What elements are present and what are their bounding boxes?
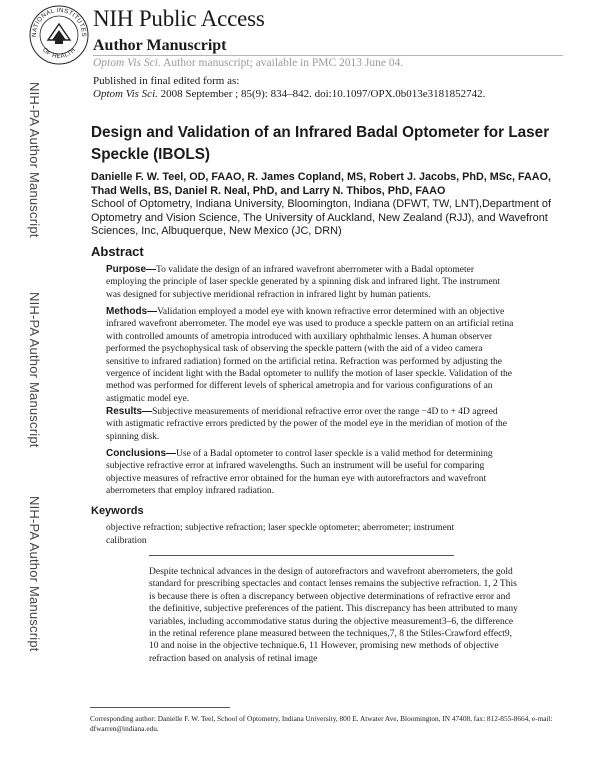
abstract-methods: Methods—Validation employed a model eye with known refractive error determined with an objective infrared wavefront aberrometer. The model eye was used to produce a speckle pattern on an artificial retina with controlled amounts of ametropia introduced with auxiliary ophthalmic lenses. A human observer performed the psychophysical task of observing the speckle pattern (with the aid of a video camera sensitive to infrared radiation) formed on the artificial retina. Refraction was performed by adjusting the vergence of incident light with the Badal optometer to nullify the motion of laser speckle. Validation of the method was performed for different levels of spherical ametropia and for various configurations of an astigmatic model eye. <box>106 306 514 404</box>
side-watermark: NIH-PA Author Manuscript <box>27 292 42 448</box>
availability-note: Optom Vis Sci. Author manuscript; available in PMC 2013 June 04. <box>93 57 404 69</box>
corresponding-author-footnote: Corresponding author: Danielle F. W. Teel, School of Optometry, Indiana University, 800 E. Atwater Ave, Bloomington, IN 47408, fax: 812-855-8664, e-mail: dfwarren@indiana.edu. <box>90 714 553 734</box>
purpose-label: Purpose— <box>106 264 157 275</box>
header-title: NIH Public Access <box>93 6 265 31</box>
abstract-conclusions: Conclusions—Use of a Badal optometer to control laser speckle is a valid method for determining subjective refractive error at infrared wavelengths. Such an instrument will be useful for comparing objective measures of refractive error obtained for the human eye with autorefractors and wavefront aberrometers that employ infrared radiation. <box>106 448 493 497</box>
nih-seal-logo <box>28 4 90 66</box>
published-label: Published in final edited form as: <box>93 75 240 87</box>
abstract-heading: Abstract <box>91 244 144 259</box>
author-list: Danielle F. W. Teel, OD, FAAO, R. James Copland, MS, Robert J. Jacobs, PhD, MSc, FAAO, Thad Wells, BS, Daniel R. Neal, PhD, and Larry N. Thibos, PhD, FAAO <box>91 171 551 197</box>
conclusions-label: Conclusions— <box>106 448 177 459</box>
side-watermark: NIH-PA Author Manuscript <box>27 496 42 652</box>
results-label: Results— <box>106 406 153 417</box>
article-title: Design and Validation of an Infrared Badal Optometer for Laser Speckle (IBOLS) <box>91 124 550 163</box>
footnote-divider <box>90 707 230 708</box>
side-watermark: NIH-PA Author Manuscript <box>27 82 42 238</box>
methods-label: Methods— <box>106 306 158 317</box>
keywords-heading: Keywords <box>91 505 144 517</box>
affiliations: School of Optometry, Indiana University, Bloomington, Indiana (DFWT, TW, LNT),Department of Optometry and Vision Science, The University of Auckland, New Zealand (RJJ), and Wavefront Sciences, Inc, Albuquerque, New Mexico (JC, DRN) <box>91 198 552 238</box>
header-subtitle: Author Manuscript <box>93 37 227 54</box>
svg-text:NATIONAL INSTITUTES: NATIONAL INSTITUTES <box>30 6 88 38</box>
citation: Optom Vis Sci. 2008 September ; 85(9): 834–842. doi:10.1097/OPX.0b013e3181852742. <box>93 88 486 100</box>
header-divider <box>93 55 563 56</box>
abstract-purpose: Purpose—To validate the design of an infrared wavefront aberrometer with a Badal optometer employing the principle of laser speckle generated by a spinning disk and infrared light. The instrument was designed for subjective meridional refraction in infrared light by human patients. <box>106 264 500 300</box>
svg-text:OF HEALTH: OF HEALTH <box>40 46 78 61</box>
keywords-text: objective refraction; subjective refraction; laser speckle optometer; aberrometer; instrument calibration <box>106 523 455 546</box>
abstract-results: Results—Subjective measurements of meridional refractive error over the range −4D to + 4D agreed with astigmatic refractive errors predicted by the power of the model eye in the meridian of motion of the spinning disk. <box>106 406 507 442</box>
body-paragraph: Despite technical advances in the design of autorefractors and wavefront aberrometers, the gold standard for prescribing spectacles and contact lenses remains the subjective refraction. 1, 2 This is because there is often a discrepancy between objective determinations of refractive error and the definitive, subjective preferences of the patient. This discrepancy has been attributed to many variables, including accommodative status during the objective measurement3–6, the difference in the retinal reference plane measured between the techniques,7, 8 the Stiles-Crawford effect9, 10 and noise in the objective technique.6, 11 However, promising new methods of objective refraction based on analysis of retinal image <box>149 567 518 664</box>
section-divider <box>149 555 454 556</box>
